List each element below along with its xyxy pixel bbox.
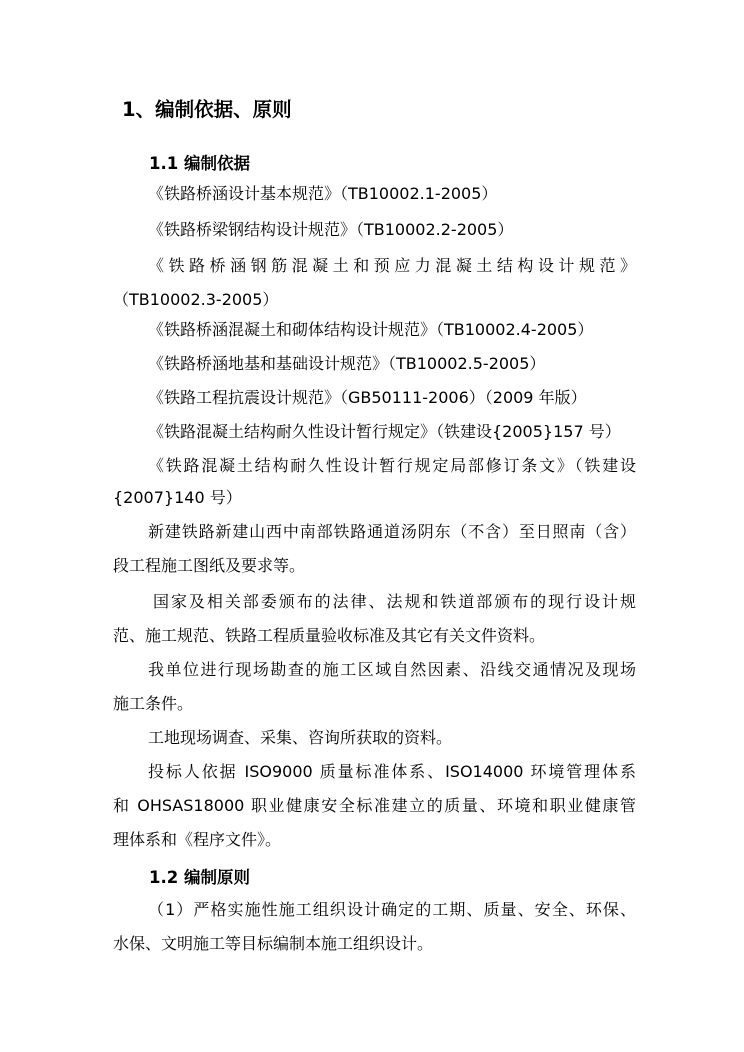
basis-item: 《铁路混凝土结构耐久性设计暂行规定》（铁建设{2005}157 号） <box>148 422 621 441</box>
basis-item: 《铁路桥梁钢结构设计规范》（TB10002.2-2005） <box>148 220 514 239</box>
basis-item: 《铁路桥涵钢筋混凝土和预应力混凝土结构设计规范》 <box>148 256 636 275</box>
basis-paragraph-continuation: 和 OHSAS18000 职业健康安全标准建立的质量、环境和职业健康管 <box>113 796 636 815</box>
basis-paragraph-continuation: 段工程施工图纸及要求等。 <box>113 556 306 575</box>
basis-item-continuation: {2007}140 号） <box>113 488 242 507</box>
principles-title: 1.2 编制原则 <box>149 868 250 887</box>
principles-line: （1）严格实施性施工组织设计确定的工期、质量、安全、环保、 <box>148 900 636 919</box>
section-title: 1、编制依据、原则 <box>122 98 292 121</box>
basis-paragraph: 工地现场调查、采集、咨询所获取的资料。 <box>148 728 453 747</box>
basis-title: 1.1 编制依据 <box>149 154 250 173</box>
basis-item: 《铁路桥涵地基和基础设计规范》（TB10002.5-2005） <box>148 354 546 373</box>
basis-paragraph: 新建铁路新建山西中南部铁路通道汤阴东（不含）至日照南（含） <box>148 522 636 541</box>
basis-item: 《铁路桥涵混凝土和砌体结构设计规范》（TB10002.4-2005） <box>148 320 594 339</box>
basis-paragraph-continuation: 范、施工规范、铁路工程质量验收标准及其它有关文件资料。 <box>113 626 546 645</box>
basis-paragraph: 国家及相关部委颁布的法律、法规和铁道部颁布的现行设计规 <box>153 592 636 611</box>
basis-paragraph: 投标人依据 ISO9000 质量标准体系、ISO14000 环境管理体系 <box>148 762 636 781</box>
principles-line-continuation: 水保、文明施工等目标编制本施工组织设计。 <box>113 934 434 953</box>
basis-paragraph-continuation: 施工条件。 <box>113 694 194 713</box>
basis-paragraph-continuation: 理体系和《程序文件》。 <box>113 830 282 849</box>
basis-item: 《铁路桥涵设计基本规范》（TB10002.1-2005） <box>148 184 498 203</box>
basis-item: 《铁路工程抗震设计规范》（GB50111-2006）（2009 年版） <box>148 388 587 407</box>
basis-item: 《铁路混凝土结构耐久性设计暂行规定局部修订条文》（铁建设 <box>148 456 636 475</box>
basis-item-continuation: （TB10002.3-2005） <box>113 290 279 309</box>
basis-paragraph: 我单位进行现场勘查的施工区域自然因素、沿线交通情况及现场 <box>148 660 636 679</box>
